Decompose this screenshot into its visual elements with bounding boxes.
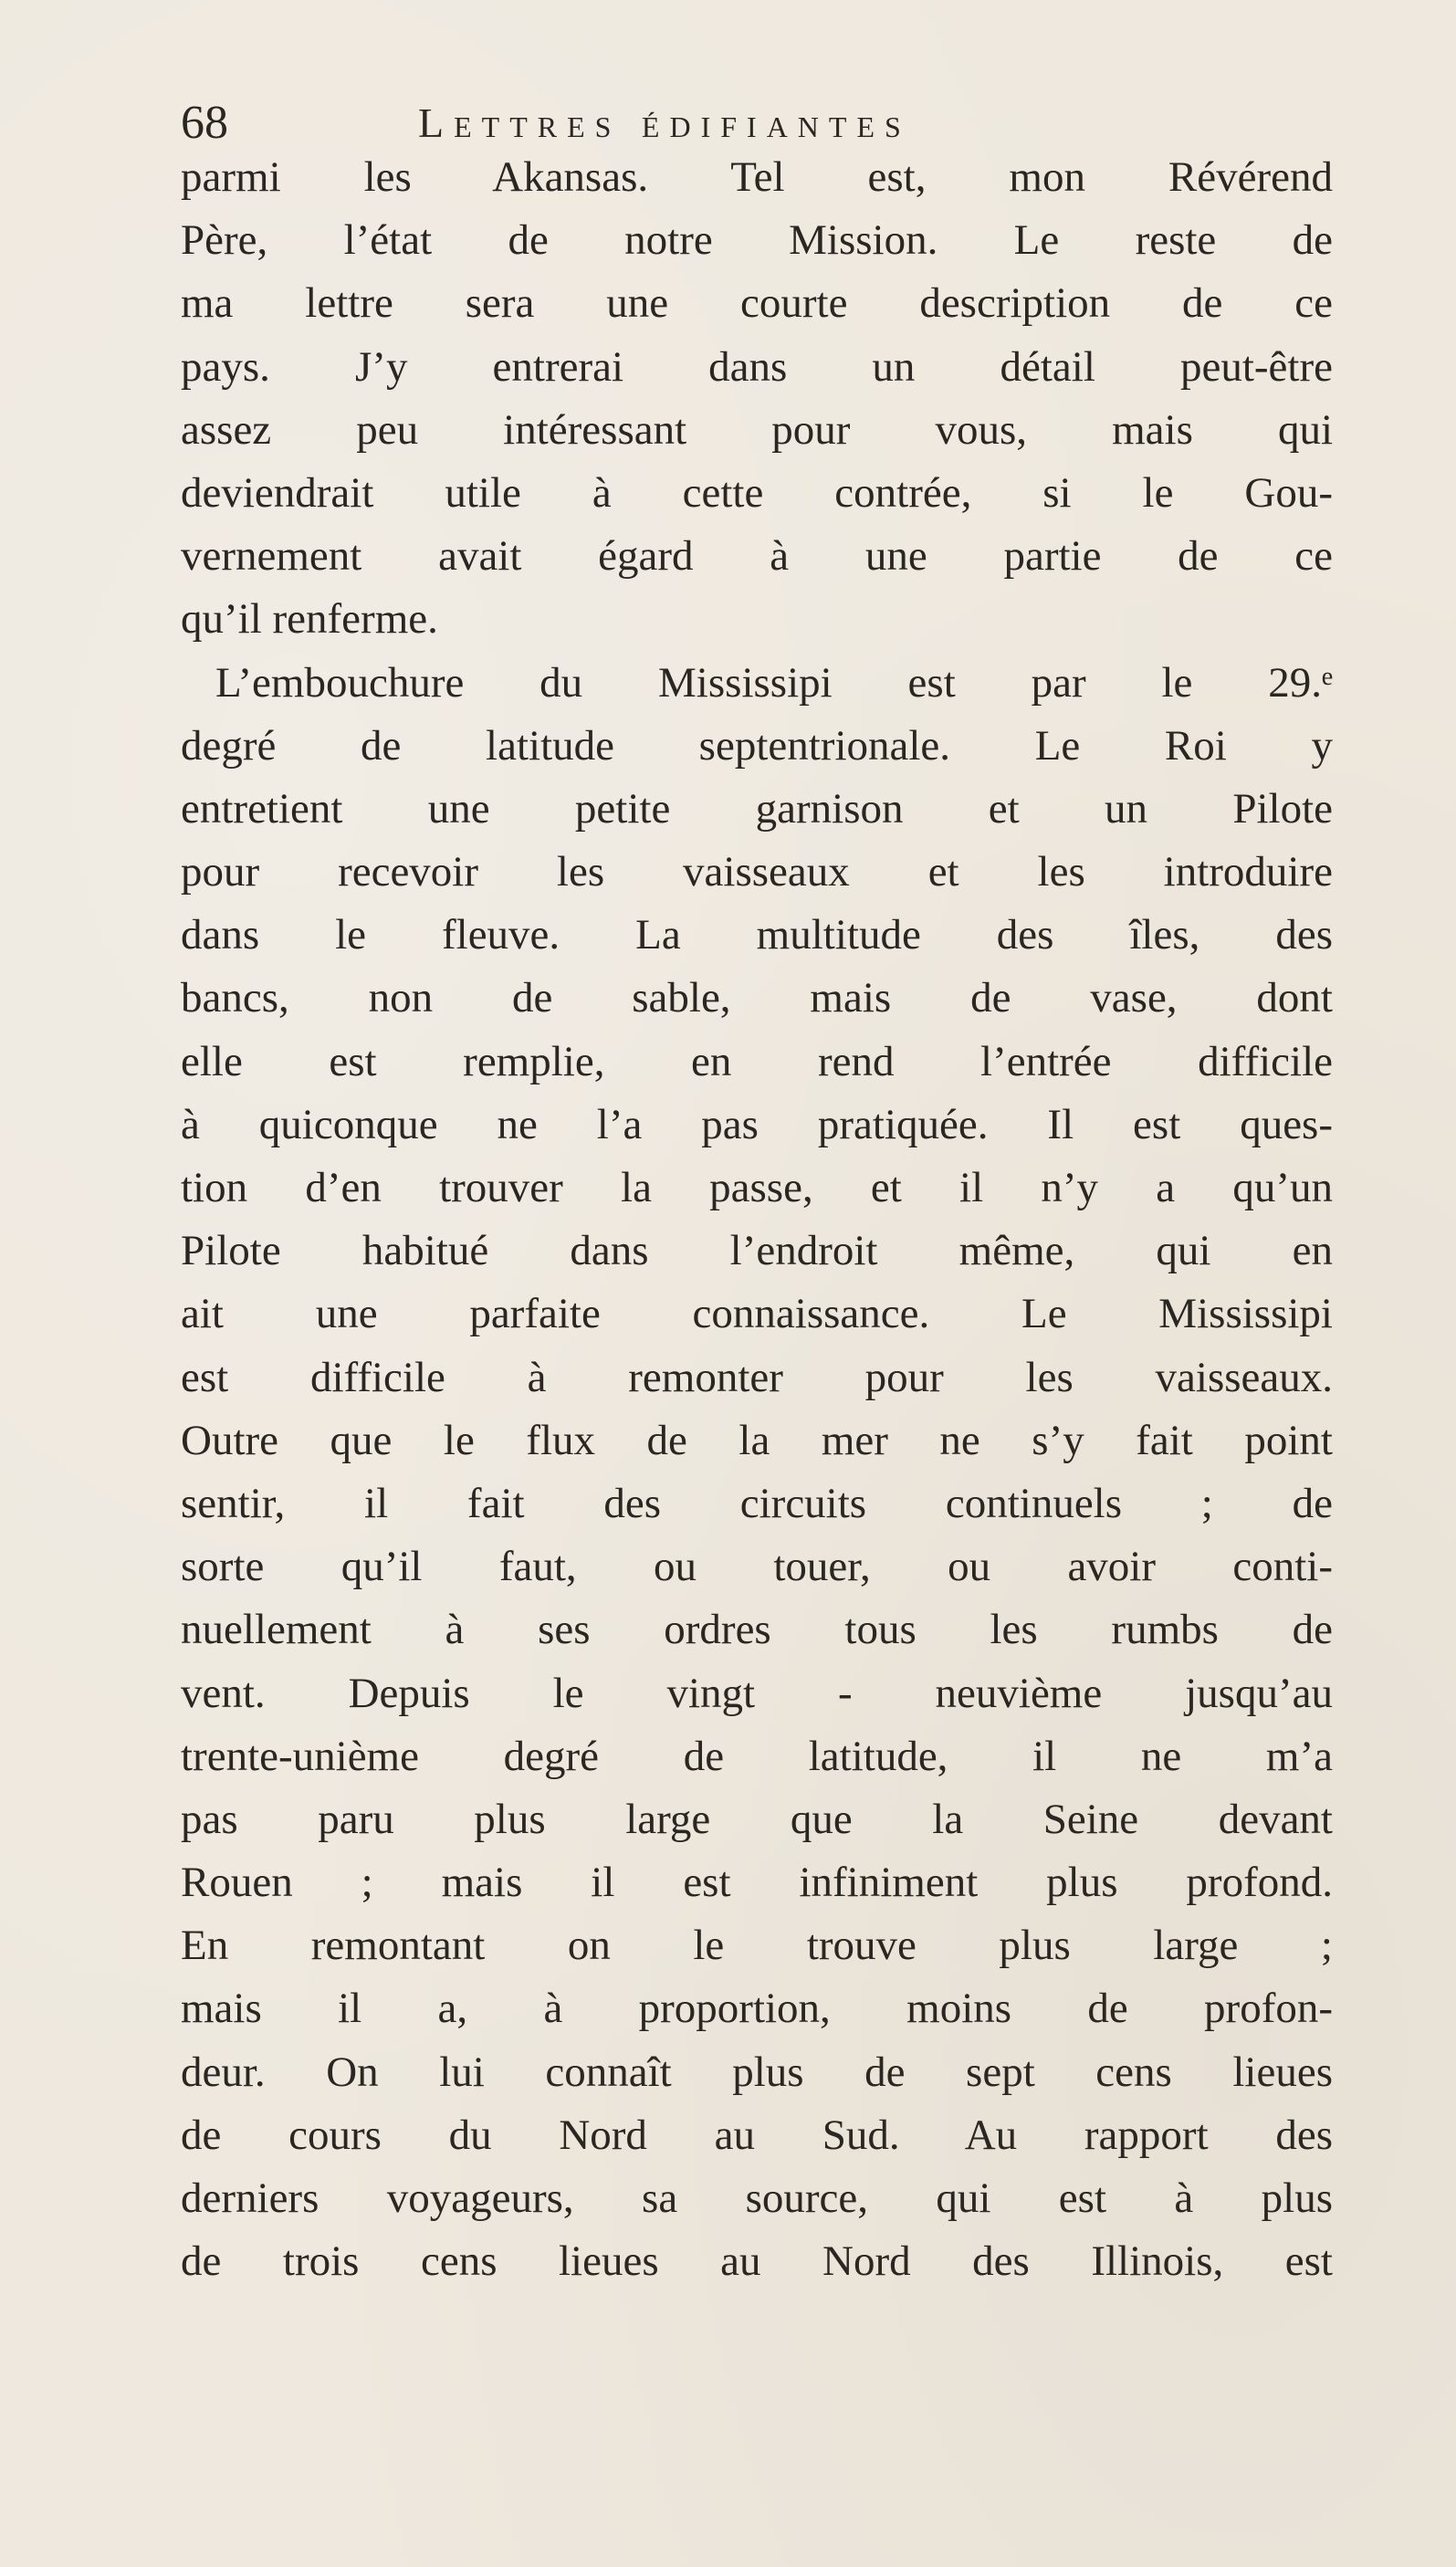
text-line: dans le fleuve. La multitude des îles, des xyxy=(181,911,1333,959)
text-line: pour recevoir les vaisseaux et les introduire xyxy=(181,848,1333,896)
text-line: vent. Depuis le vingt - neuvième jusqu’au xyxy=(181,1669,1333,1717)
running-head: Lettres édifiantes xyxy=(418,100,911,146)
text-line: En remontant on le trouve plus large ; xyxy=(181,1922,1333,1970)
text-line: pays. J’y entrerai dans un détail peut-être xyxy=(181,342,1333,391)
page-number: 68 xyxy=(181,97,228,149)
text-line: tion d’en trouver la passe, et il n’y a qu’un xyxy=(181,1164,1333,1211)
text-line: entretient une petite garnison et un Pilote xyxy=(181,784,1333,833)
text-line: deviendrait utile à cette contrée, si le Gou- xyxy=(181,468,1333,517)
text-line: nuellement à ses ordres tous les rumbs de xyxy=(181,1606,1333,1654)
text-line: est difficile à remonter pour les vaisseaux. xyxy=(181,1353,1333,1401)
text-line: ait une parfaite connaissance. Le Mississipi xyxy=(181,1290,1333,1338)
text-line: mais il a, à proportion, moins de profon- xyxy=(181,1985,1333,2033)
text-line: qu’il renferme. xyxy=(181,595,438,644)
text-line: vernement avait égard à une partie de ce xyxy=(181,532,1333,581)
text-line: bancs, non de sable, mais de vase, dont xyxy=(181,974,1333,1022)
text-line: Pilote habitué dans l’endroit même, qui en xyxy=(181,1227,1333,1275)
text-line: Rouen ; mais il est infiniment plus profond. xyxy=(181,1859,1333,1907)
body-text xyxy=(181,146,1333,2293)
text-line: sentir, il fait des circuits continuels ; de xyxy=(181,1479,1333,1527)
text-line: ma lettre sera une courte description de ce xyxy=(181,279,1333,328)
text-line: derniers voyageurs, sa source, qui est à plus xyxy=(181,2174,1333,2222)
text-line: sorte qu’il faut, ou touer, ou avoir conti- xyxy=(181,1543,1333,1591)
text-line: assez peu intéressant pour vous, mais qui xyxy=(181,405,1333,454)
paragraph-start-line: L’embouchure du Mississipi est par le 29.ᵉ xyxy=(215,658,1333,707)
text-line: Outre que le flux de la mer ne s’y fait point xyxy=(181,1416,1333,1464)
text-line: à quiconque ne l’a pas pratiquée. Il est ques- xyxy=(181,1100,1333,1148)
text-line: elle est remplie, en rend l’entrée difficile xyxy=(181,1037,1333,1085)
text-line: parmi les Akansas. Tel est, mon Révérend xyxy=(181,153,1333,201)
text-line: degré de latitude septentrionale. Le Roi y xyxy=(181,721,1333,770)
text-line: trente-unième degré de latitude, il ne m’a xyxy=(181,1732,1333,1780)
text-line: deur. On lui connaît plus de sept cens lieues xyxy=(181,2048,1333,2096)
text-line: Père, l’état de notre Mission. Le reste de xyxy=(181,216,1333,265)
text-line: pas paru plus large que la Seine devant xyxy=(181,1795,1333,1843)
text-line: de cours du Nord au Sud. Au rapport des xyxy=(181,2111,1333,2159)
text-line: de trois cens lieues au Nord des Illinois, est xyxy=(181,2237,1333,2286)
